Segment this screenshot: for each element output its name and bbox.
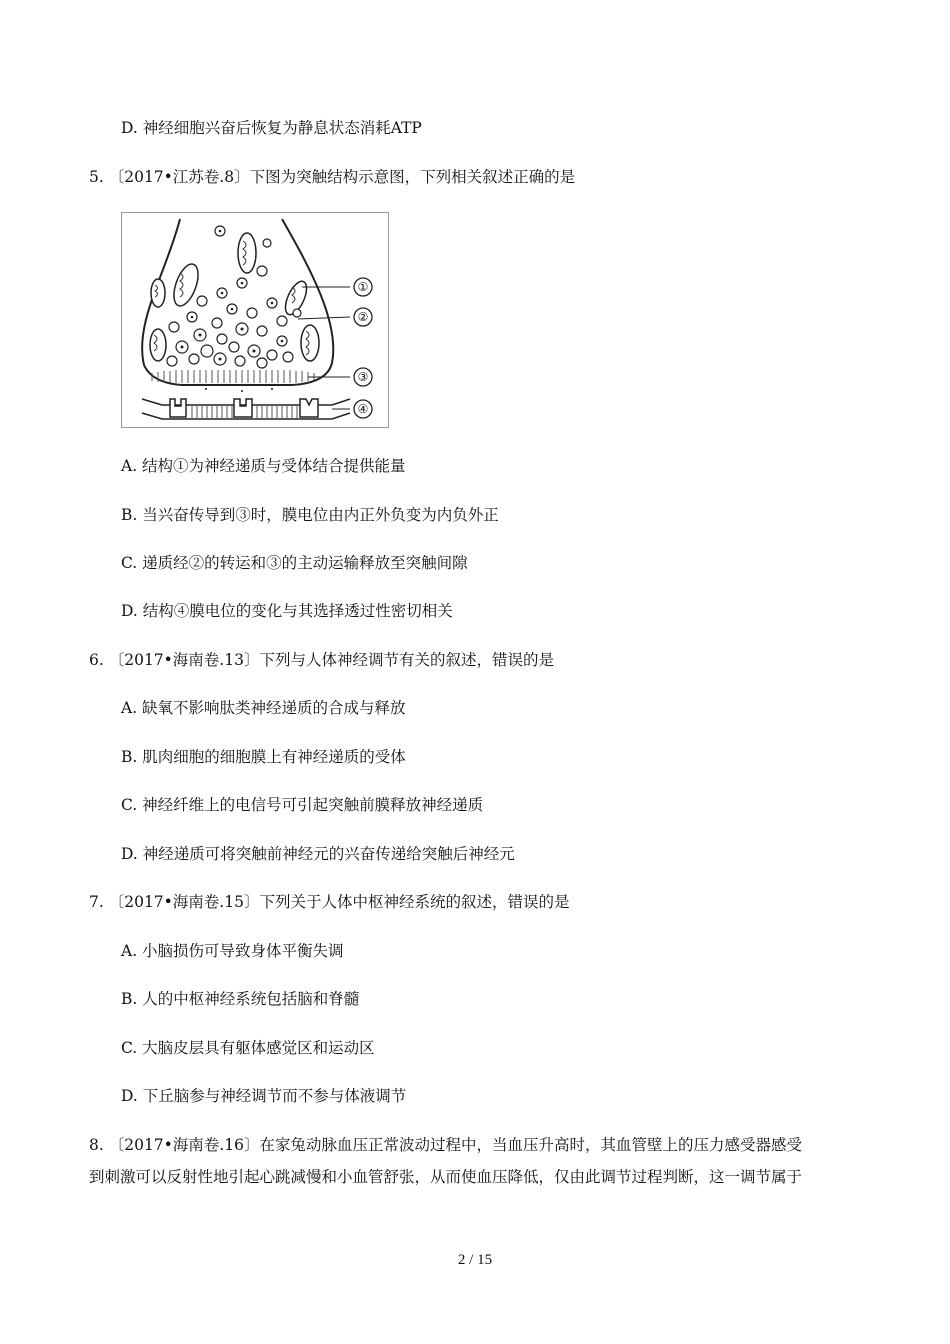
question-6-stem: 6. 〔2017•海南卷.13〕下列与人体神经调节有关的叙述，错误的是 <box>89 651 554 669</box>
page-number: 2 / 15 <box>457 1252 493 1268</box>
q7-option-b: B. 人的中枢神经系统包括脑和脊髓 <box>121 990 360 1008</box>
question-7-stem: 7. 〔2017•海南卷.15〕下列关于人体中枢神经系统的叙述，错误的是 <box>89 893 570 911</box>
q5-option-a: A. 结构①为神经递质与受体结合提供能量 <box>121 457 406 475</box>
synapse-diagram-svg <box>122 213 388 427</box>
q6-option-a: A. 缺氧不影响肽类神经递质的合成与释放 <box>121 699 406 717</box>
q6-option-d: D. 神经递质可将突触前神经元的兴奋传递给突触后神经元 <box>121 845 515 863</box>
q5-option-b: B. 当兴奋传导到③时，膜电位由内正外负变为内负外正 <box>121 506 499 524</box>
label-2-text: ② <box>357 310 369 324</box>
question-8-stem-line2: 到刺激可以反射性地引起心跳减慢和小血管舒张，从而使血压降低，仅由此调节过程判断，这一调节属于 <box>89 1168 803 1186</box>
q5-option-d: D. 结构④膜电位的变化与其选择透过性密切相关 <box>121 602 453 620</box>
question-5-stem: 5. 〔2017•江苏卷.8〕下图为突触结构示意图，下列相关叙述正确的是 <box>89 168 576 186</box>
label-1-text: ① <box>357 280 369 294</box>
q7-option-a: A. 小脑损伤可导致身体平衡失调 <box>121 942 344 960</box>
question-8-stem-line1: 8. 〔2017•海南卷.16〕在家兔动脉血压正常波动过程中，当血压升高时，其血管壁上的压力感受器感受 <box>89 1136 802 1154</box>
synapse-diagram <box>121 212 389 428</box>
q4-option-d: D. 神经细胞兴奋后恢复为静息状态消耗ATP <box>121 119 422 137</box>
q5-option-c: C. 递质经②的转运和③的主动运输释放至突触间隙 <box>121 554 468 572</box>
q7-option-d: D. 下丘脑参与神经调节而不参与体液调节 <box>121 1087 407 1105</box>
q6-option-b: B. 肌肉细胞的细胞膜上有神经递质的受体 <box>121 748 406 766</box>
label-3-text: ③ <box>357 370 369 384</box>
label-4-text: ④ <box>357 402 369 416</box>
q7-option-c: C. 大脑皮层具有躯体感觉区和运动区 <box>121 1039 375 1057</box>
q6-option-c: C. 神经纤维上的电信号可引起突触前膜释放神经递质 <box>121 796 484 814</box>
